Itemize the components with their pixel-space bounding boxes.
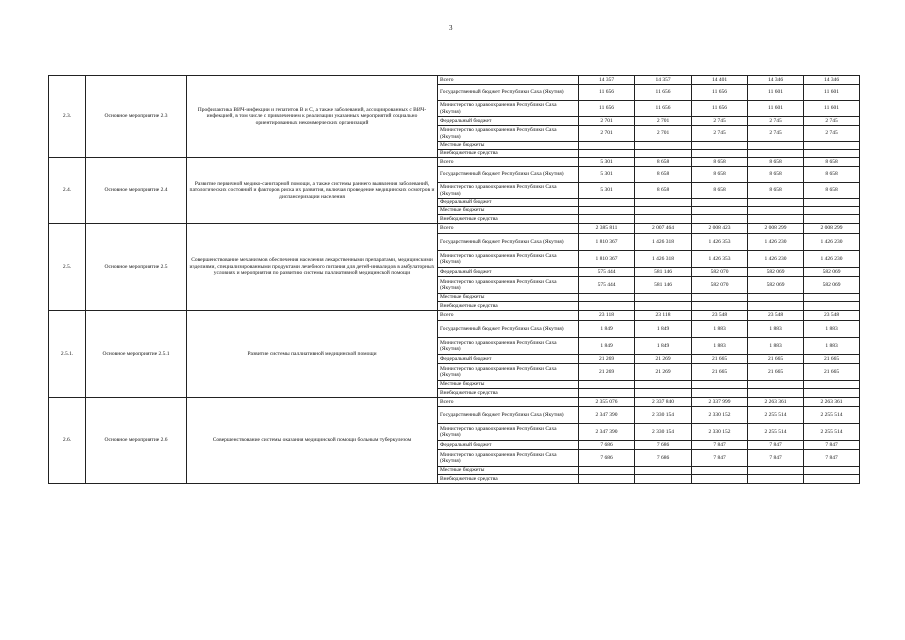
year-value: 8 658 bbox=[804, 183, 860, 199]
year-value: 11 656 bbox=[635, 101, 692, 117]
year-value: 1 426 230 bbox=[748, 234, 804, 251]
funding-source: Министерство здравоохранения Республики Саха (Якутия) bbox=[438, 338, 579, 355]
year-value bbox=[748, 302, 804, 311]
year-value: 8 658 bbox=[692, 183, 748, 199]
year-value: 582 070 bbox=[692, 268, 748, 277]
year-value bbox=[579, 142, 635, 150]
activity-description: Профилактика ВИЧ-инфекции и гепатитов В и С, а также заболеваний, ассоциированных с ВИЧ-инфекцией, в том числе с привлечением к реализации указанных мероприятий социально ориентированных некоммерческих организаций bbox=[187, 76, 438, 158]
year-value bbox=[748, 215, 804, 224]
year-value bbox=[748, 467, 804, 475]
year-value: 8 658 bbox=[748, 183, 804, 199]
funding-source: Министерство здравоохранения Республики Саха (Якутия) bbox=[438, 183, 579, 199]
year-value bbox=[692, 215, 748, 224]
year-value: 582 070 bbox=[692, 277, 748, 294]
funding-source: Всего bbox=[438, 158, 579, 167]
year-value: 8 658 bbox=[635, 183, 692, 199]
year-value: 14 357 bbox=[635, 76, 692, 85]
year-value: 23 118 bbox=[635, 311, 692, 321]
year-value: 23 548 bbox=[804, 311, 860, 321]
year-value bbox=[635, 389, 692, 398]
year-value bbox=[692, 302, 748, 311]
year-value bbox=[579, 215, 635, 224]
year-value bbox=[579, 199, 635, 207]
activity-name: Основное мероприятие 2.6 bbox=[86, 398, 187, 484]
year-value: 2 745 bbox=[748, 117, 804, 126]
table-row bbox=[49, 398, 860, 407]
funding-source: Государственный бюджет Республики Саха (Якутия) bbox=[438, 321, 579, 338]
year-value: 8 658 bbox=[692, 158, 748, 167]
year-value: 1 849 bbox=[579, 321, 635, 338]
funding-source: Всего bbox=[438, 311, 579, 321]
year-value bbox=[804, 207, 860, 215]
year-value: 21 665 bbox=[804, 355, 860, 364]
year-value: 2 330 154 bbox=[635, 407, 692, 424]
year-value: 14 346 bbox=[804, 76, 860, 85]
activity-name: Основное мероприятие 2.4 bbox=[86, 158, 187, 224]
year-value: 7 847 bbox=[748, 441, 804, 450]
funding-source: Всего bbox=[438, 398, 579, 407]
section-number: 2.5.1. bbox=[49, 311, 86, 398]
year-value: 11 601 bbox=[804, 85, 860, 101]
funding-source: Внебюджетные средства bbox=[438, 389, 579, 398]
year-value: 1 883 bbox=[692, 338, 748, 355]
year-value: 21 269 bbox=[579, 364, 635, 381]
funding-source: Внебюджетные средства bbox=[438, 150, 579, 158]
year-value: 1 810 367 bbox=[579, 251, 635, 268]
funding-source: Местные бюджеты bbox=[438, 294, 579, 302]
funding-source: Внебюджетные средства bbox=[438, 215, 579, 224]
year-value: 7 847 bbox=[804, 441, 860, 450]
year-value: 7 686 bbox=[635, 450, 692, 467]
year-value bbox=[579, 475, 635, 484]
funding-source: Государственный бюджет Республики Саха (Якутия) bbox=[438, 407, 579, 424]
year-value bbox=[579, 302, 635, 311]
year-value: 21 665 bbox=[804, 364, 860, 381]
year-value bbox=[748, 207, 804, 215]
year-value: 7 686 bbox=[635, 441, 692, 450]
year-value: 2 008 299 bbox=[748, 224, 804, 234]
funding-source: Министерство здравоохранения Республики Саха (Якутия) bbox=[438, 424, 579, 441]
year-value: 23 548 bbox=[748, 311, 804, 321]
year-value: 1 849 bbox=[579, 338, 635, 355]
section-number: 2.3. bbox=[49, 76, 86, 158]
year-value bbox=[635, 150, 692, 158]
funding-source: Министерство здравоохранения Республики Саха (Якутия) bbox=[438, 101, 579, 117]
activity-description: Совершенствование механизмов обеспечения населения лекарственными препаратами, медицинскими изделиями, специализированными продуктами лечебного питания для детей-инвалидов в амбулаторных условиях и мероприятия по развитию системы паллиативной медицинской помощи bbox=[187, 224, 438, 311]
year-value: 2 007 464 bbox=[635, 224, 692, 234]
year-value bbox=[692, 467, 748, 475]
year-value bbox=[804, 467, 860, 475]
year-value: 2 347 390 bbox=[579, 424, 635, 441]
page-number: 3 bbox=[449, 24, 453, 32]
year-value bbox=[748, 199, 804, 207]
year-value bbox=[692, 199, 748, 207]
table-row bbox=[49, 224, 860, 234]
year-value: 21 269 bbox=[635, 355, 692, 364]
year-value: 2 337 999 bbox=[692, 398, 748, 407]
year-value: 8 658 bbox=[635, 167, 692, 183]
year-value: 2 330 152 bbox=[692, 407, 748, 424]
year-value: 582 069 bbox=[804, 268, 860, 277]
year-value: 581 146 bbox=[635, 277, 692, 294]
year-value: 7 847 bbox=[804, 450, 860, 467]
year-value bbox=[635, 215, 692, 224]
year-value bbox=[748, 475, 804, 484]
year-value: 1 426 353 bbox=[692, 251, 748, 268]
year-value bbox=[748, 142, 804, 150]
table-row bbox=[49, 76, 860, 85]
year-value: 2 745 bbox=[804, 117, 860, 126]
year-value: 581 146 bbox=[635, 268, 692, 277]
year-value: 14 346 bbox=[748, 76, 804, 85]
activity-name: Основное мероприятие 2.5.1 bbox=[86, 311, 187, 398]
year-value: 2 008 423 bbox=[692, 224, 748, 234]
year-value bbox=[804, 294, 860, 302]
year-value: 1 883 bbox=[748, 338, 804, 355]
table-row bbox=[49, 311, 860, 321]
section-number: 2.5. bbox=[49, 224, 86, 311]
activity-description: Развитие системы паллиативной медицинской помощи bbox=[187, 311, 438, 398]
year-value: 5 301 bbox=[579, 167, 635, 183]
funding-source: Министерство здравоохранения Республики Саха (Якутия) bbox=[438, 450, 579, 467]
year-value: 21 665 bbox=[692, 364, 748, 381]
year-value: 1 883 bbox=[804, 321, 860, 338]
year-value: 8 658 bbox=[748, 167, 804, 183]
section-number: 2.6. bbox=[49, 398, 86, 484]
funding-source: Федеральный бюджет bbox=[438, 355, 579, 364]
year-value: 2 701 bbox=[635, 117, 692, 126]
year-value: 2 745 bbox=[748, 126, 804, 142]
funding-source: Федеральный бюджет bbox=[438, 441, 579, 450]
year-value: 2 255 514 bbox=[748, 407, 804, 424]
funding-source: Местные бюджеты bbox=[438, 207, 579, 215]
year-value bbox=[635, 207, 692, 215]
year-value: 2 255 514 bbox=[748, 424, 804, 441]
year-value: 8 658 bbox=[804, 158, 860, 167]
funding-source: Внебюджетные средства bbox=[438, 475, 579, 484]
funding-source: Министерство здравоохранения Республики Саха (Якутия) bbox=[438, 126, 579, 142]
year-value: 11 656 bbox=[692, 85, 748, 101]
year-value bbox=[748, 381, 804, 389]
funding-source: Министерство здравоохранения Республики Саха (Якутия) bbox=[438, 251, 579, 268]
year-value: 1 426 230 bbox=[748, 251, 804, 268]
year-value bbox=[635, 475, 692, 484]
year-value: 1 849 bbox=[635, 338, 692, 355]
year-value: 2 701 bbox=[579, 117, 635, 126]
funding-source: Всего bbox=[438, 224, 579, 234]
funding-source: Государственный бюджет Республики Саха (Якутия) bbox=[438, 85, 579, 101]
table-row bbox=[49, 158, 860, 167]
year-value: 21 665 bbox=[748, 355, 804, 364]
year-value: 21 665 bbox=[692, 355, 748, 364]
activity-name: Основное мероприятие 2.5 bbox=[86, 224, 187, 311]
year-value: 1 810 367 bbox=[579, 234, 635, 251]
year-value bbox=[748, 150, 804, 158]
year-value bbox=[804, 302, 860, 311]
funding-source: Федеральный бюджет bbox=[438, 117, 579, 126]
year-value: 2 701 bbox=[579, 126, 635, 142]
year-value: 7 847 bbox=[748, 450, 804, 467]
year-value: 1 883 bbox=[692, 321, 748, 338]
year-value: 23 548 bbox=[692, 311, 748, 321]
funding-source: Местные бюджеты bbox=[438, 142, 579, 150]
year-value bbox=[748, 389, 804, 398]
year-value bbox=[692, 475, 748, 484]
year-value: 8 658 bbox=[748, 158, 804, 167]
year-value: 5 301 bbox=[579, 183, 635, 199]
year-value bbox=[692, 150, 748, 158]
year-value bbox=[635, 467, 692, 475]
year-value: 2 385 811 bbox=[579, 224, 635, 234]
year-value bbox=[635, 294, 692, 302]
section-number: 2.4. bbox=[49, 158, 86, 224]
year-value: 2 330 154 bbox=[635, 424, 692, 441]
year-value: 2 263 361 bbox=[804, 398, 860, 407]
year-value: 8 658 bbox=[804, 167, 860, 183]
year-value: 11 656 bbox=[692, 101, 748, 117]
year-value bbox=[692, 381, 748, 389]
year-value: 2 330 152 bbox=[692, 424, 748, 441]
activity-description: Совершенствование системы оказания медицинской помощи больным туберкулезом bbox=[187, 398, 438, 484]
funding-source: Местные бюджеты bbox=[438, 381, 579, 389]
year-value bbox=[635, 199, 692, 207]
year-value: 2 255 514 bbox=[804, 424, 860, 441]
year-value: 8 658 bbox=[692, 167, 748, 183]
year-value: 2 347 390 bbox=[579, 407, 635, 424]
year-value: 11 601 bbox=[748, 85, 804, 101]
funding-source: Местные бюджеты bbox=[438, 467, 579, 475]
activity-description: Развитие первичной медико-санитарной помощи, а также системы раннего выявления заболеваний, патологических состояний и факторов риска их развития, включая проведение медицинских осмотров и диспансеризации населения bbox=[187, 158, 438, 224]
year-value bbox=[748, 294, 804, 302]
year-value bbox=[635, 302, 692, 311]
year-value: 1 426 230 bbox=[804, 251, 860, 268]
year-value bbox=[579, 467, 635, 475]
year-value: 1 426 353 bbox=[692, 234, 748, 251]
year-value: 2 745 bbox=[804, 126, 860, 142]
funding-source: Федеральный бюджет bbox=[438, 199, 579, 207]
year-value bbox=[804, 142, 860, 150]
year-value bbox=[804, 150, 860, 158]
year-value: 7 686 bbox=[579, 441, 635, 450]
funding-source: Внебюджетные средства bbox=[438, 302, 579, 311]
year-value: 582 069 bbox=[748, 268, 804, 277]
year-value bbox=[579, 381, 635, 389]
year-value: 7 847 bbox=[692, 441, 748, 450]
year-value: 2 745 bbox=[692, 117, 748, 126]
funding-source: Министерство здравоохранения Республики Саха (Якутия) bbox=[438, 277, 579, 294]
year-value bbox=[579, 207, 635, 215]
year-value: 582 069 bbox=[804, 277, 860, 294]
funding-source: Всего bbox=[438, 76, 579, 85]
year-value: 11 601 bbox=[748, 101, 804, 117]
funding-source: Государственный бюджет Республики Саха (Якутия) bbox=[438, 167, 579, 183]
year-value: 7 686 bbox=[579, 450, 635, 467]
year-value: 8 658 bbox=[635, 158, 692, 167]
funding-table bbox=[48, 75, 860, 484]
year-value: 1 426 318 bbox=[635, 251, 692, 268]
year-value: 11 601 bbox=[804, 101, 860, 117]
year-value: 582 069 bbox=[748, 277, 804, 294]
year-value bbox=[692, 207, 748, 215]
year-value: 2 355 076 bbox=[579, 398, 635, 407]
year-value: 1 426 230 bbox=[804, 234, 860, 251]
year-value: 575 444 bbox=[579, 268, 635, 277]
year-value bbox=[635, 142, 692, 150]
year-value: 21 665 bbox=[748, 364, 804, 381]
funding-source: Министерство здравоохранения Республики Саха (Якутия) bbox=[438, 364, 579, 381]
year-value bbox=[804, 381, 860, 389]
year-value: 2 008 299 bbox=[804, 224, 860, 234]
year-value: 1 883 bbox=[748, 321, 804, 338]
year-value: 2 255 514 bbox=[804, 407, 860, 424]
year-value: 2 701 bbox=[635, 126, 692, 142]
year-value: 575 444 bbox=[579, 277, 635, 294]
year-value: 2 263 361 bbox=[748, 398, 804, 407]
year-value: 23 118 bbox=[579, 311, 635, 321]
year-value: 1 426 318 bbox=[635, 234, 692, 251]
year-value bbox=[692, 389, 748, 398]
year-value: 21 269 bbox=[579, 355, 635, 364]
year-value: 11 656 bbox=[635, 85, 692, 101]
year-value: 7 847 bbox=[692, 450, 748, 467]
year-value: 2 337 840 bbox=[635, 398, 692, 407]
year-value: 11 656 bbox=[579, 85, 635, 101]
year-value: 2 745 bbox=[692, 126, 748, 142]
year-value bbox=[635, 381, 692, 389]
year-value bbox=[804, 215, 860, 224]
year-value bbox=[804, 389, 860, 398]
funding-source: Федеральный бюджет bbox=[438, 268, 579, 277]
year-value: 1 849 bbox=[635, 321, 692, 338]
year-value bbox=[692, 142, 748, 150]
year-value bbox=[804, 475, 860, 484]
year-value: 14 401 bbox=[692, 76, 748, 85]
year-value bbox=[804, 199, 860, 207]
year-value bbox=[579, 150, 635, 158]
year-value: 1 883 bbox=[804, 338, 860, 355]
year-value bbox=[579, 389, 635, 398]
year-value: 21 269 bbox=[635, 364, 692, 381]
year-value: 14 357 bbox=[579, 76, 635, 85]
activity-name: Основное мероприятие 2.3 bbox=[86, 76, 187, 158]
year-value bbox=[692, 294, 748, 302]
year-value bbox=[579, 294, 635, 302]
year-value: 5 301 bbox=[579, 158, 635, 167]
funding-source: Государственный бюджет Республики Саха (Якутия) bbox=[438, 234, 579, 251]
year-value: 11 656 bbox=[579, 101, 635, 117]
